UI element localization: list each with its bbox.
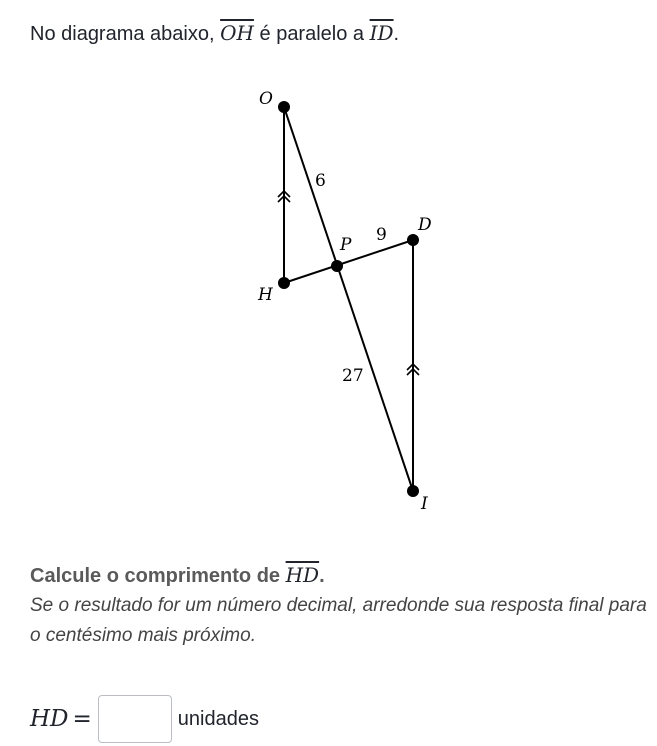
problem-statement bbox=[30, 18, 399, 49]
answer-input[interactable] bbox=[98, 695, 172, 743]
point-p bbox=[331, 260, 343, 272]
segment-id: $\overline{ID}$ bbox=[369, 21, 394, 45]
equals-sign: = bbox=[72, 706, 92, 732]
answer-label bbox=[30, 706, 92, 732]
question-suffix: . bbox=[319, 565, 325, 587]
label-d: D bbox=[418, 215, 432, 235]
label-i: I bbox=[421, 494, 428, 514]
intro-suffix: . bbox=[393, 23, 400, 45]
segment-hd: $\overline{HD}$ bbox=[285, 563, 320, 587]
intro-middle: é paralelo a bbox=[253, 23, 370, 45]
length-pi: 27 bbox=[342, 366, 364, 386]
label-h: H bbox=[258, 285, 273, 305]
point-h bbox=[278, 277, 290, 289]
units-label: unidades bbox=[177, 707, 259, 730]
geometry-diagram bbox=[230, 80, 460, 520]
point-i bbox=[407, 485, 419, 497]
point-d bbox=[407, 234, 419, 246]
point-o bbox=[278, 101, 290, 113]
label-p: P bbox=[340, 235, 352, 255]
answer-variable: HD bbox=[30, 706, 69, 732]
length-pd: 9 bbox=[376, 225, 387, 245]
rounding-hint: Se o resultado for um número decimal, arredonde sua resposta final para o centésimo mais próximo. bbox=[30, 595, 647, 646]
answer-row bbox=[30, 692, 259, 746]
question-prefix: Calcule o comprimento de bbox=[30, 565, 286, 587]
label-o: O bbox=[259, 89, 273, 109]
segment-oi-line bbox=[284, 107, 413, 491]
question-title bbox=[30, 560, 325, 591]
intro-prefix: No diagrama abaixo, bbox=[30, 23, 221, 45]
segment-oh: $\overline{OH}$ bbox=[220, 21, 254, 45]
length-op: 6 bbox=[315, 171, 326, 191]
